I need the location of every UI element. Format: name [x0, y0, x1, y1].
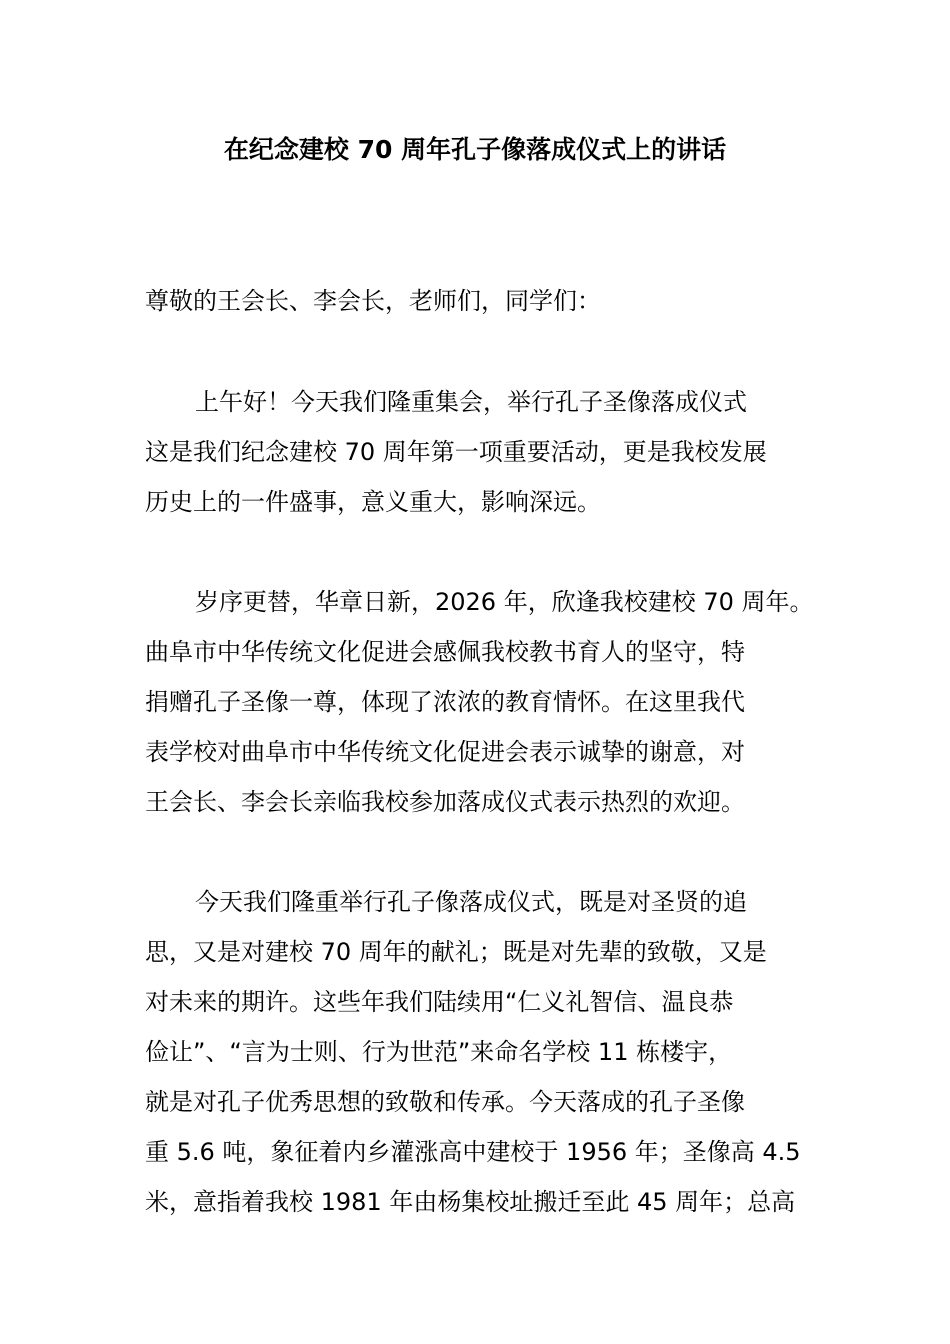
paragraph-line: 今天我们隆重举行孔子像落成仪式，既是对圣贤的追	[195, 888, 747, 916]
salutation: 尊敬的王会长、李会长，老师们，同学们：	[145, 287, 601, 315]
document-title: 在纪念建校 70 周年孔子像落成仪式上的讲话	[223, 135, 727, 164]
paragraph-line: 俭让”、“言为士则、行为世范”来命名学校 11 栋楼宇，	[145, 1038, 733, 1066]
paragraph-line: 就是对孔子优秀思想的致敬和传承。今天落成的孔子圣像	[145, 1088, 745, 1116]
paragraph-line: 岁序更替，华章日新，2026 年，欣逢我校建校 70 周年。	[195, 588, 814, 616]
paragraph-line: 重 5.6 吨，象征着内乡灌涨高中建校于 1956 年；圣像高 4.5	[145, 1138, 801, 1166]
paragraph-line: 这是我们纪念建校 70 周年第一项重要活动，更是我校发展	[145, 438, 767, 466]
paragraph-line: 曲阜市中华传统文化促进会感佩我校教书育人的坚守，特	[145, 638, 745, 666]
paragraph-line: 表学校对曲阜市中华传统文化促进会表示诚挚的谢意，对	[145, 738, 745, 766]
paragraph-line: 捐赠孔子圣像一尊，体现了浓浓的教育情怀。在这里我代	[145, 688, 745, 716]
paragraph-line: 历史上的一件盛事，意义重大，影响深远。	[145, 488, 601, 516]
paragraph-line: 思，又是对建校 70 周年的献礼；既是对先辈的致敬，又是	[145, 938, 767, 966]
paragraph-line: 上午好！今天我们隆重集会，举行孔子圣像落成仪式	[195, 388, 747, 416]
paragraph-line: 米，意指着我校 1981 年由杨集校址搬迁至此 45 周年；总高	[145, 1188, 796, 1216]
paragraph-line: 王会长、李会长亲临我校参加落成仪式表示热烈的欢迎。	[145, 788, 745, 816]
paragraph-line: 对未来的期许。这些年我们陆续用“仁义礼智信、温良恭	[145, 988, 734, 1016]
